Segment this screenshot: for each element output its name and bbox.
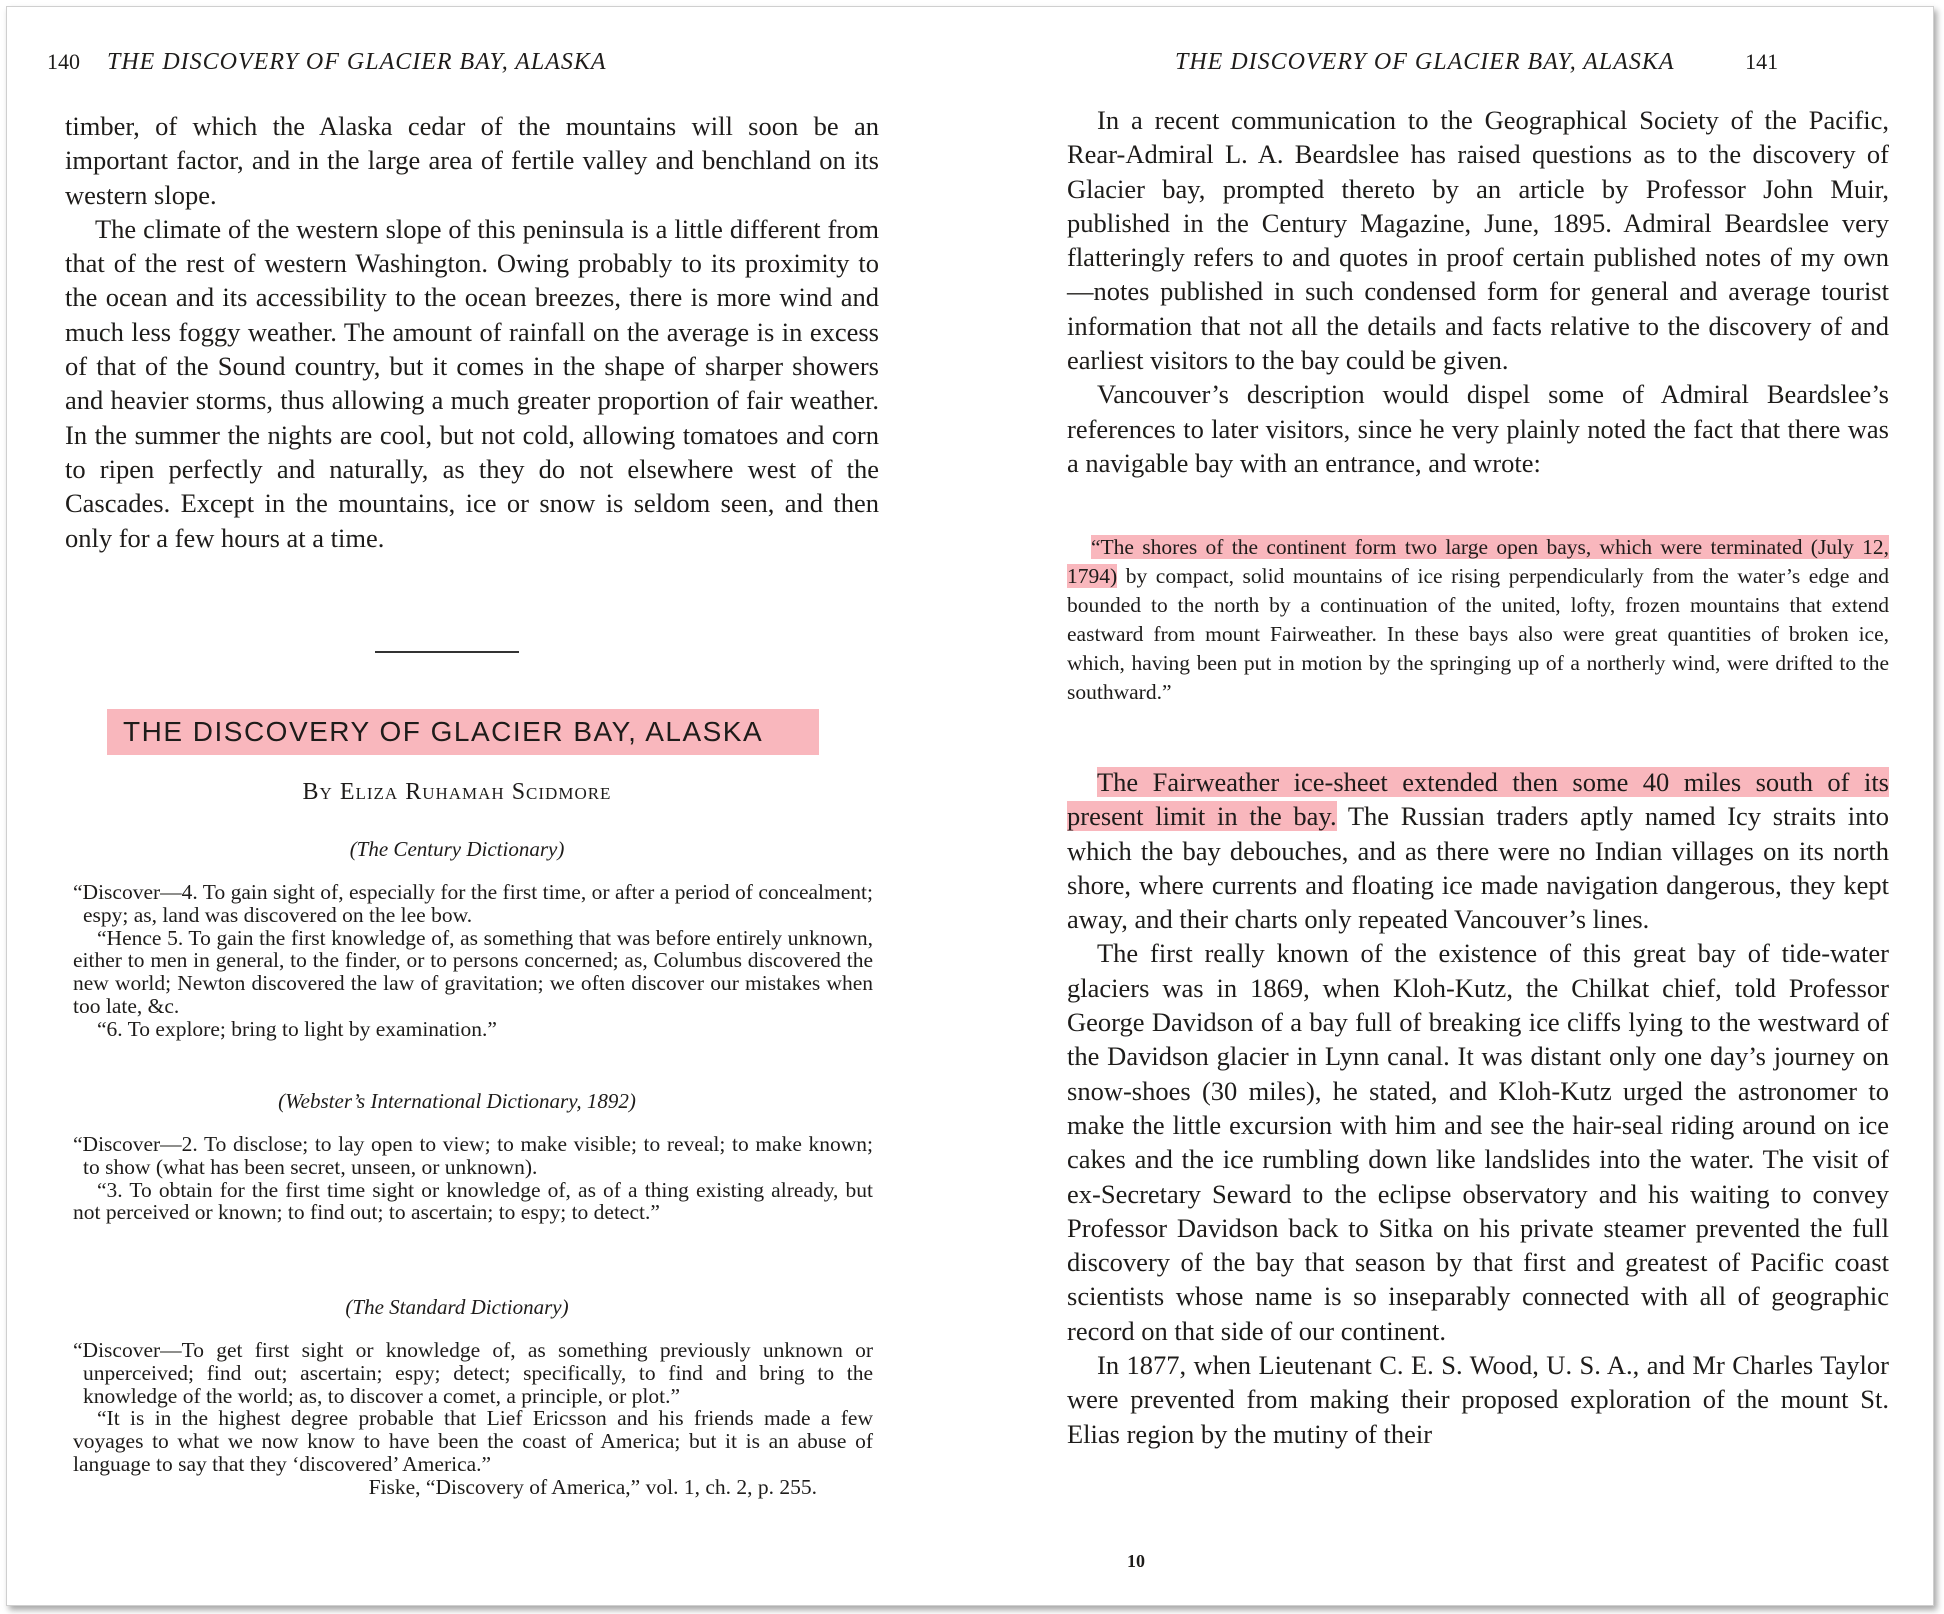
dictionary-source-century: (The Century Dictionary) (349, 837, 565, 861)
definition-line: “Discover—2. To disclose; to lay open to view; to make visible; to reveal; to make known; to show (what has been secret, unseen, or unknown). (73, 1132, 873, 1179)
right-page-number: 141 (1745, 49, 1779, 74)
definition-line: “It is in the highest degree probable that Lief Ericsson and his friends made a few voyages to what we now know to have been the coast of America; but it is an abuse of language to say that they ‘discovered’ America.” (73, 1406, 873, 1476)
quote-highlight: “The shores of the continent form two large open bays, which were terminated (July 12, 1794) (1067, 535, 1889, 588)
right-running-head-title: THE DISCOVERY OF GLACIER BAY, ALASKA (1175, 49, 1675, 75)
left-page (7, 7, 907, 1605)
right-running-head (1175, 49, 1778, 76)
right-page (1017, 7, 1933, 1605)
signature-mark: 10 (1127, 1551, 1145, 1571)
para3-highlight: The Fairweather ice-sheet extended then some 40 miles south of its present limit in the bay. (1067, 767, 1889, 832)
right-paragraph-4: The first really known of the existence of this great bay of tide-water glaciers was in 1869, when Kloh-Kutz, the Chilkat chief, told Professor George Davidson of a bay full of breaking ice cliffs lying to the westward of the Davidson glacier in Lynn canal. It was distant only one day’s journey on snow-shoes (30 miles), he stated, and Kloh-Kutz urged the astronomer to make the little excursion with him and see the hair-seal riding around on ice cakes and the ice rumbling down like landslides into the water. The visit of ex-Secretary Seward to the eclipse observatory and his waiting to convey Professor Davidson back to Sitka on his private steamer prevented the full discovery of the bay that season by that first and greatest of Pacific coast scientists whose name is so inseparably connected with all of geographic record on that side of our continent. (1067, 938, 1889, 1346)
left-paragraph-1: timber, of which the Alaska cedar of the mountains will soon be an important factor, and in the large area of fertile valley and benchland on its western slope. (65, 111, 879, 210)
definition-line: “Discover—To get first sight or knowledge of, as something previously unknown or unperceived; find out; ascertain; espy; detect; specifically, to find and bring to the knowledge of the world; as, to discover a comet, a principle, or plot.” (73, 1338, 873, 1408)
dictionary-source-webster: (Webster’s International Dictionary, 1892) (278, 1089, 636, 1113)
section-divider (375, 651, 519, 653)
left-running-head (47, 49, 607, 76)
definition-line: “3. To obtain for the first time sight or knowledge of, as of a thing existing already, but not perceived or known; to find out; to ascertain; to espy; to detect.” (73, 1177, 873, 1225)
para3-rest: The Russian traders aptly named Icy straits into which the bay debouches, and as there were no Indian villages on its north shore, where currents and floating ice made navigation dangerous, they kept away, and their charts only repeated Vancouver’s lines. (1067, 801, 1890, 935)
right-paragraph-5: In 1877, when Lieutenant C. E. S. Wood, U. S. A., and Mr Charles Taylor were prevented from making their proposed exploration of the mount St. Elias region by the mutiny of their (1067, 1350, 1889, 1449)
right-body-bottom (1067, 765, 1889, 1451)
definition-century (73, 881, 873, 1041)
byline: By Eliza Ruhamah Scidmore (302, 779, 612, 805)
left-page-number: 140 (47, 49, 80, 74)
right-body-top (1067, 103, 1889, 480)
right-paragraph-1: In a recent communication to the Geographical Society of the Pacific, Rear-Admiral L. A. Beardslee has raised questions as to the discovery of Glacier bay, prompted thereto by an article by Professor John Muir, published in the Century Magazine, June, 1895. Admiral Beardslee very flatteringly refers to and quotes in proof certain published notes of my own—notes published in such condensed form for general and average tourist information that not all the details and facts relative to the discovery of and earliest visitors to the bay could be given. (1067, 105, 1889, 376)
dictionary-source-standard: (The Standard Dictionary) (345, 1295, 569, 1319)
right-paragraph-2: Vancouver’s description would dispel some of Admiral Beardslee’s references to later visitors, since he very plainly noted the fact that there was a navigable bay with an entrance, and wrote: (1067, 379, 1889, 478)
definition-webster (73, 1133, 873, 1224)
definition-standard (73, 1339, 873, 1499)
definition-line: “6. To explore; bring to light by examination.” (97, 1016, 497, 1041)
left-paragraph-2: The climate of the western slope of this peninsula is a little different from that of the rest of western Washington. Owing probably to its proximity to the ocean and its accessibility to the ocean breezes, there is more wind and much less foggy weather. The amount of rainfall on the average is in excess of that of the Sound country, but it comes in the shape of sharper showers and heavier storms, thus allowing a much greater proportion of fair weather. In the summer the nights are cool, but not cold, allowing tomatoes and corn to ripen perfectly and naturally, as they do not elsewhere west of the Cascades. Except in the mountains, ice or snow is seldom seen, and then only for a few hours at a time. (65, 213, 879, 553)
left-running-head-title: THE DISCOVERY OF GLACIER BAY, ALASKA (107, 49, 607, 75)
quote-rest: by compact, solid mountains of ice rising perpendicularly from the water’s edge and bounded to the north by a continuation of the united, lofty, frozen mountains that extend eastward from mount Fairweather. In these bays also were great quantities of broken ice, which, having been put in motion by the springing up of a northerly wind, were drifted to the southward.” (1067, 564, 1889, 704)
attribution: Fiske, “Discovery of America,” vol. 1, ch. 2, p. 255. (368, 1474, 817, 1499)
vancouver-quote (1067, 533, 1889, 707)
article-title: THE DISCOVERY OF GLACIER BAY, ALASKA (107, 709, 819, 755)
definition-line: “Discover—4. To gain sight of, especially for the first time, or after a period of concealment; espy; as, land was discovered on the lee bow. (73, 880, 873, 927)
left-body (65, 109, 879, 555)
scan-frame (6, 6, 1934, 1606)
definition-line: “Hence 5. To gain the first knowledge of, as something that was before entirely unknown, either to men in general, to the finder, or to persons concerned; as, Columbus discovered the new world; Newton discovered the law of gravitation; we often discover our mistakes when too late, &c. (73, 925, 873, 1018)
